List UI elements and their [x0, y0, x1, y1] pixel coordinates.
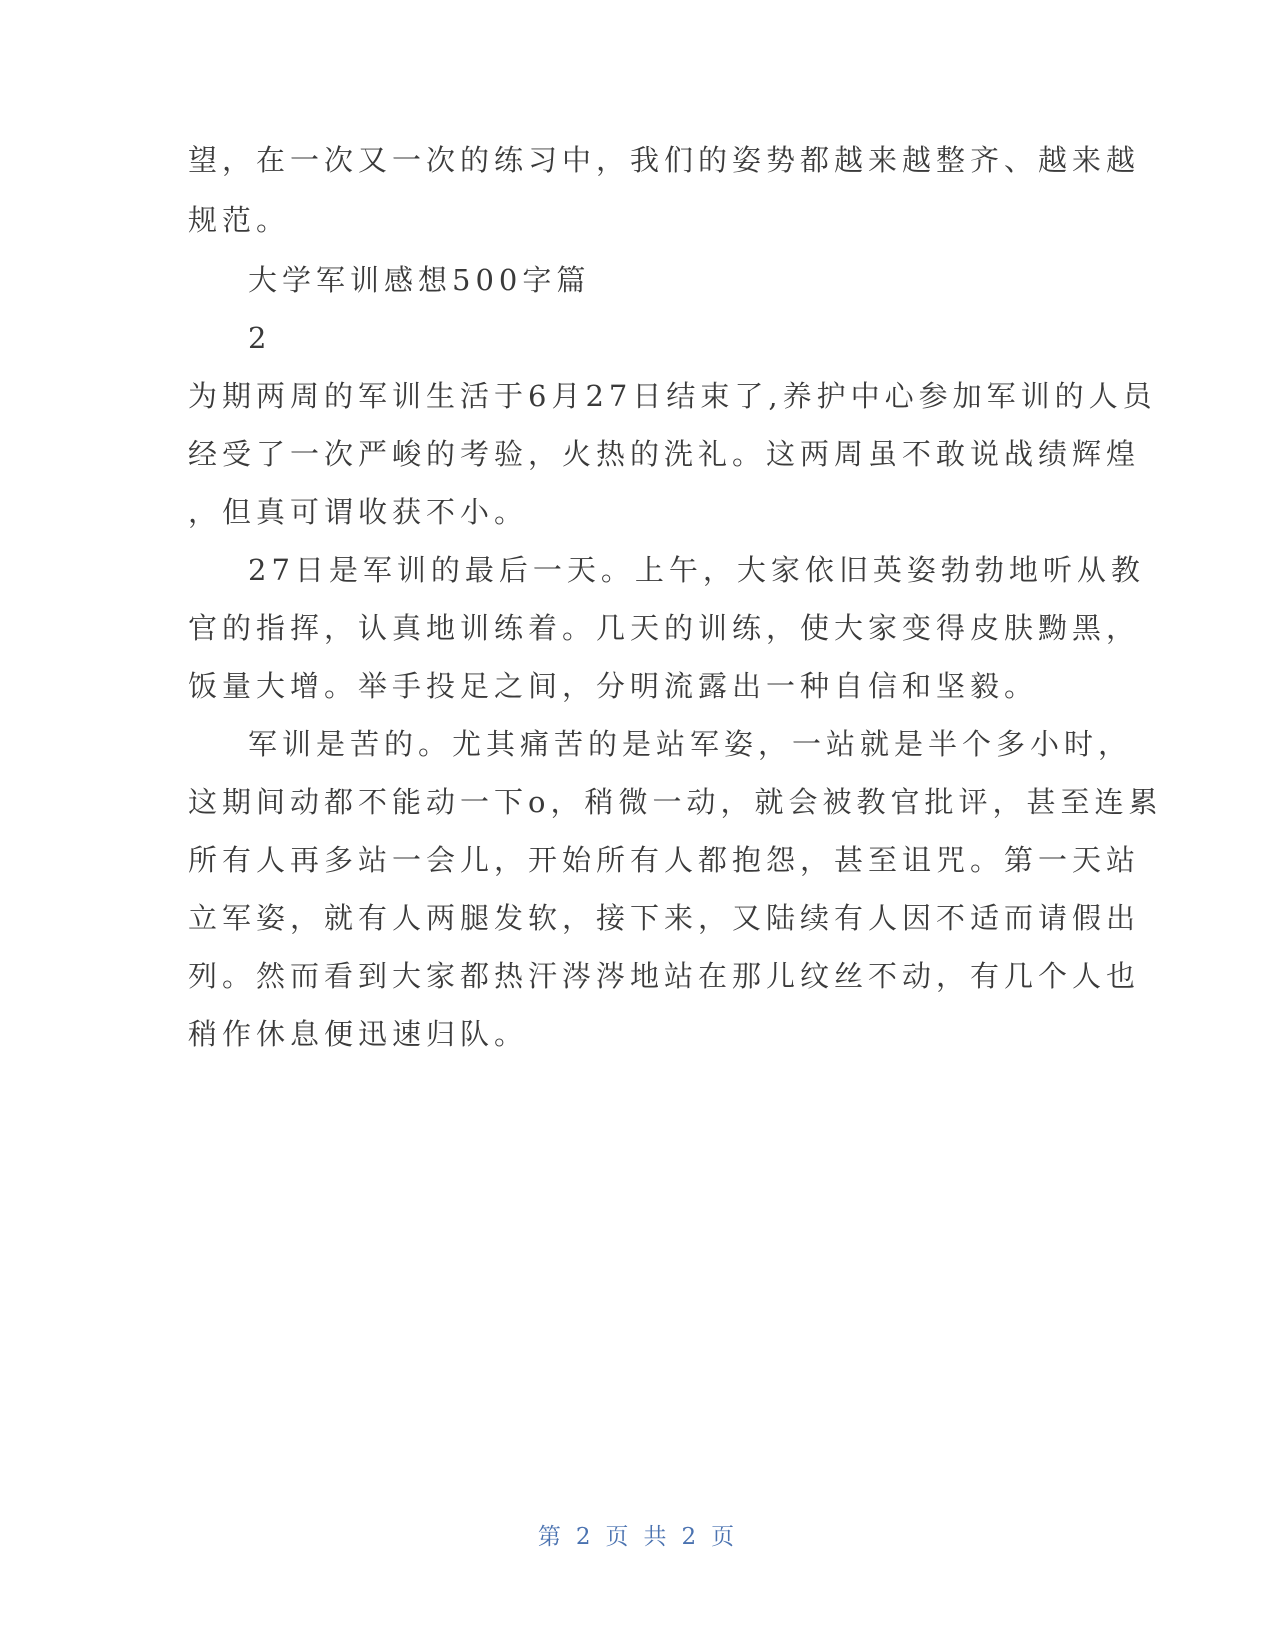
footer-total-pages: 2 — [681, 1524, 700, 1550]
page-footer — [0, 1518, 1275, 1551]
footer-label-ye-end: 页 — [711, 1524, 738, 1550]
body-text-line: 稍作休息便迅速归队。 — [188, 1017, 529, 1051]
body-text-line: 饭量大增。举手投足之间，分明流露出一种自信和坚毅。 — [188, 669, 1039, 703]
footer-current-page: 2 — [575, 1524, 594, 1550]
body-text-line: 所有人再多站一会儿，开始所有人都抱怨，甚至诅咒。第一天站 — [188, 843, 1141, 877]
body-text-line: 列。然而看到大家都热汗涔涔地站在那儿纹丝不动，有几个人也 — [188, 959, 1141, 993]
body-text-line: 经受了一次严峻的考验，火热的洗礼。这两周虽不敢说战绩辉煌 — [188, 437, 1141, 471]
footer-label-di: 第 — [537, 1524, 564, 1550]
footer-label-ye: 页 — [605, 1524, 632, 1550]
body-text-line: 官的指挥，认真地训练着。几天的训练，使大家变得皮肤黝黑， — [188, 611, 1141, 645]
body-text-line: 立军姿，就有人两腿发软，接下来，又陆续有人因不适而请假出 — [188, 901, 1141, 935]
footer-label-gong: 共 — [643, 1524, 670, 1550]
body-text-line: 望，在一次又一次的练习中，我们的姿势都越来越整齐、越来越 — [188, 143, 1141, 177]
section-number: 2 — [248, 321, 272, 355]
body-text-line: 规范。 — [188, 203, 291, 237]
body-text-line: 军训是苦的。尤其痛苦的是站军姿，一站就是半个多小时， — [248, 727, 1133, 761]
body-text-line: 27日是军训的最后一天。上午，大家依旧英姿勃勃地听从教 — [248, 553, 1145, 587]
body-text-line: ，但真可谓收获不小。 — [188, 495, 529, 529]
body-text-line: 为期两周的军训生活于6月27日结束了,养护中心参加军训的人员 — [188, 379, 1157, 413]
section-heading: 大学军训感想500字篇 — [248, 263, 591, 297]
body-text-line: 这期间动都不能动一下o，稍微一动，就会被教官批评，甚至连累 — [188, 785, 1163, 819]
